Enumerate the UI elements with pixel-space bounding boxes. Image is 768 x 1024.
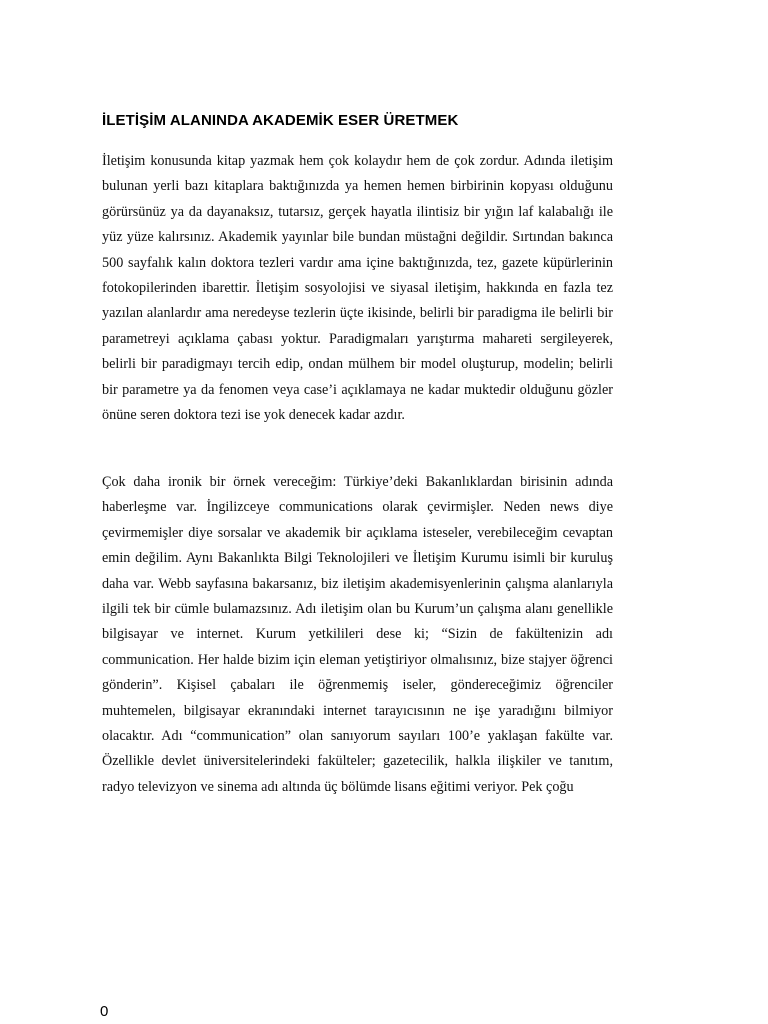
body-paragraph-2: Çok daha ironik bir örnek vereceğim: Türkiye’deki Bakanlıklardan birisinin adında haberleşme var. İngilizceye communications olarak çevirmişler. Neden news diye çevirmemişler diye sorsalar ve akademik bir açıklama isteseler, verebileceğim cevaptan emin değilim. Aynı Bakanlıkta Bilgi Teknolojileri ve İletişim Kurumu isimli bir kuruluş daha var. Webb sayfasına bakarsanız, biz iletişim akademisyenlerinin çalışma alanlarıyla ilgili tek bir cümle bulamazsınız. Adı iletişim olan bu Kurum’un çalışma alanı genellikle bilgisayar ve internet. Kurum yetkilileri dese ki; “Sizin de fakültenizin adı communication. Her halde bizim için eleman yetiştiriyor olmalısınız, bize stajyer öğrenci gönderin”. Kişisel çabaları ile öğrenmemiş iseler, göndereceğimiz öğrenciler muhtemelen, bilgisayar ekranındaki internet tarayıcısının ne işe yaradığını bilmiyor olacaktır. Adı “communication” olan sanıyorum sayıları 100’e yaklaşan fakülte var. Özellikle devlet üniversitelerindeki fakülteler; gazetecilik, halkla ilişkiler ve tanıtım, radyo televizyon ve sinema adı altında üç bölümde lisans eğitimi veriyor. Pek çoğu xyxy=(102,474,613,795)
page-number: 0 xyxy=(100,1003,109,1020)
document-title: İLETİŞİM ALANINDA AKADEMİK ESER ÜRETMEK xyxy=(102,112,459,129)
body-paragraph-1: İletişim konusunda kitap yazmak hem çok kolaydır hem de çok zordur. Adında iletişim bulunan yerli bazı kitaplara baktığınızda ya hemen hemen birbirinin kopyası olduğunu görürsünüz ya da dayanaksız, tutarsız, gerçek hayatla ilintisiz bir yığın laf kalabalığı ile yüz yüze kalırsınız. Akademik yayınlar bile bundan müstağni değildir. Sırtından bakınca 500 sayfalık kalın doktora tezleri vardır ama içine baktığınızda, tez, gazete küpürlerinin fotokopilerinden ibarettir. İletişim sosyolojisi ve siyasal iletişim, hakkında en fazla tez yazılan alanlardır ama neredeyse tezlerin üçte ikisinde, belirli bir paradigma ile belirli bir parametreyi açıklama çabası yoktur. Paradigmaları yarıştırma mahareti sergileyerek, belirli bir paradigmayı tercih edip, ondan mülhem bir model oluşturup, modelin; belirli bir parametre ya da fenomen veya case’i açıklamaya ne kadar muktedir olduğunu gözler önüne seren doktora tezi ise yok denecek kadar azdır. xyxy=(102,153,613,424)
